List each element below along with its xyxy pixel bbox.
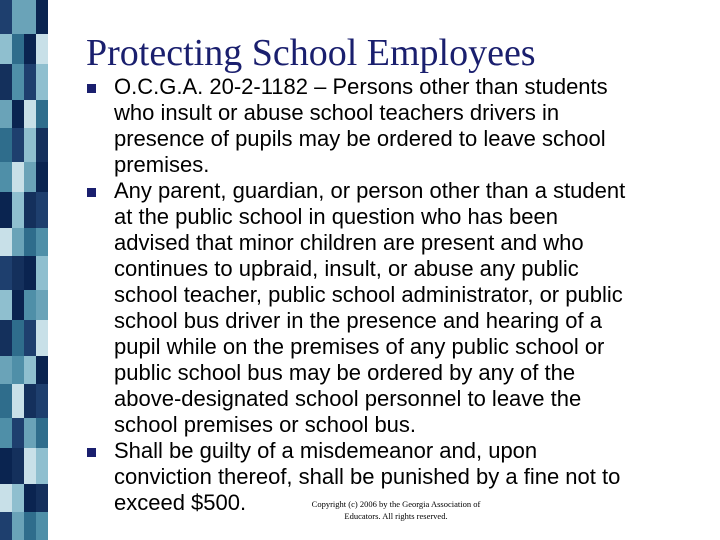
square-bullet-icon [87, 188, 96, 197]
bullet-text: Any parent, guardian, or person other than a student at the public school in question who has been advised that minor children are present and who continues to upbraid, insult, or abuse any public school teacher, public school administrator, or public school bus driver in the presence and hearing of a pupil while on the premises of any public school or public school bus may be ordered by any of the above-designated school personnel to leave the school premises or school bus. [114, 178, 626, 437]
decorative-block [0, 0, 12, 34]
decorative-block [12, 256, 24, 290]
decorative-block [0, 64, 12, 100]
decorative-block [0, 448, 12, 484]
decorative-block [36, 320, 48, 356]
decorative-block [12, 356, 24, 384]
decorative-block [24, 320, 36, 356]
decorative-block [24, 448, 36, 484]
bullet-item [86, 74, 706, 178]
decorative-block [36, 356, 48, 384]
decorative-block [24, 228, 36, 256]
slide-title: Protecting School Employees [86, 32, 536, 74]
decorative-block [0, 484, 12, 512]
decorative-block [36, 128, 48, 162]
decorative-block [0, 256, 12, 290]
decorative-block [12, 128, 24, 162]
decorative-block [24, 512, 36, 540]
decorative-block [36, 64, 48, 100]
decorative-block [36, 384, 48, 418]
decorative-block [12, 448, 24, 484]
decorative-block [12, 384, 24, 418]
decorative-block [0, 34, 12, 64]
decorative-block [24, 356, 36, 384]
decorative-block [12, 320, 24, 356]
decorative-block [12, 64, 24, 100]
decorative-block [12, 34, 24, 64]
decorative-block [36, 0, 48, 34]
decorative-block-strip [0, 0, 48, 540]
decorative-block [0, 290, 12, 320]
decorative-block [12, 192, 24, 228]
decorative-block [12, 418, 24, 448]
decorative-block [24, 128, 36, 162]
decorative-block [0, 512, 12, 540]
decorative-block [12, 290, 24, 320]
decorative-block [0, 128, 12, 162]
decorative-block [24, 290, 36, 320]
decorative-block [12, 162, 24, 192]
decorative-block [0, 100, 12, 128]
copyright-notice: Copyright (c) 2006 by the Georgia Association of Educators. All rights reserved. [311, 499, 481, 521]
decorative-block [24, 0, 36, 34]
decorative-block [36, 256, 48, 290]
square-bullet-icon [87, 84, 96, 93]
decorative-block [0, 192, 12, 228]
decorative-block [12, 484, 24, 512]
decorative-block [24, 34, 36, 64]
decorative-block [24, 256, 36, 290]
decorative-block [12, 512, 24, 540]
decorative-block [24, 162, 36, 192]
decorative-block [12, 0, 24, 34]
decorative-block [0, 418, 12, 448]
decorative-block [36, 100, 48, 128]
decorative-block [36, 162, 48, 192]
decorative-block [12, 100, 24, 128]
decorative-block [0, 228, 12, 256]
decorative-block [36, 228, 48, 256]
bullet-text: Shall be guilty of a misdemeanor and, upon conviction thereof, shall be punished by a fine not to exceed $500. [114, 438, 621, 515]
decorative-block [24, 100, 36, 128]
decorative-block [0, 320, 12, 356]
decorative-block [24, 418, 36, 448]
bullet-list [86, 74, 706, 516]
decorative-block [36, 418, 48, 448]
decorative-block [24, 384, 36, 418]
decorative-block [36, 290, 48, 320]
decorative-block [36, 192, 48, 228]
decorative-block [24, 192, 36, 228]
decorative-block [24, 64, 36, 100]
bullet-text: O.C.G.A. 20-2-1182 – Persons other than students who insult or abuse school teachers drivers in presence of pupils may be ordered to leave school premises. [114, 74, 608, 177]
decorative-block [36, 484, 48, 512]
decorative-block [36, 448, 48, 484]
decorative-block [36, 512, 48, 540]
decorative-block [0, 162, 12, 192]
decorative-block [12, 228, 24, 256]
decorative-block [0, 384, 12, 418]
bullet-item [86, 178, 706, 438]
decorative-block [0, 356, 12, 384]
decorative-block [36, 34, 48, 64]
decorative-block [24, 484, 36, 512]
square-bullet-icon [87, 448, 96, 457]
